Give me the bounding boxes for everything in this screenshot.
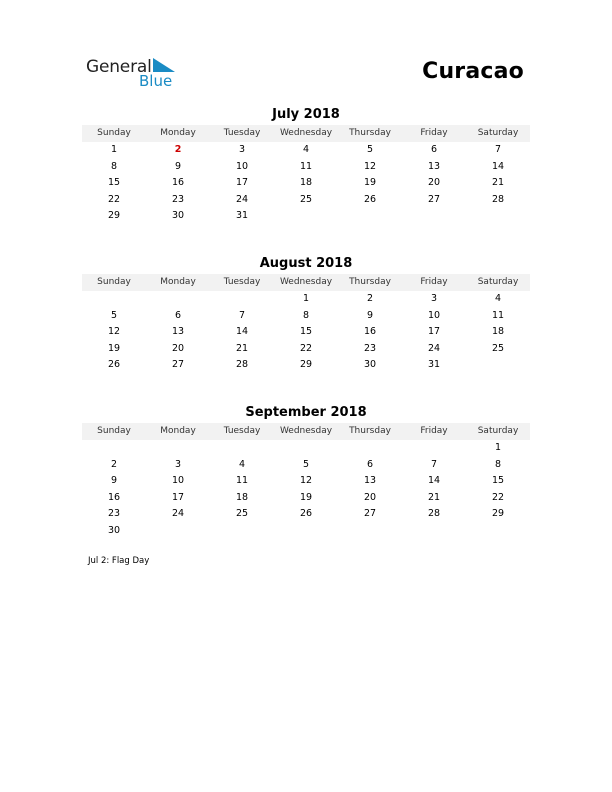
day-cell: 12 — [107, 326, 121, 338]
day-cell — [274, 440, 338, 457]
weekday-label: Thursday — [349, 128, 391, 138]
day-cell: 14 — [491, 160, 505, 172]
weekday-label: Wednesday — [279, 128, 333, 138]
day-cell — [210, 291, 274, 308]
day-cell — [274, 523, 338, 540]
day-cell — [402, 523, 466, 540]
month-calendar-july — [82, 106, 530, 225]
day-cell — [146, 523, 210, 540]
day-cell: 24 — [171, 508, 185, 520]
day-cell: 3 — [174, 458, 182, 470]
day-cell: 14 — [235, 326, 249, 338]
weekday-label: Thursday — [349, 277, 391, 287]
day-cell — [210, 523, 274, 540]
day-cell: 17 — [235, 177, 249, 189]
week-row — [82, 142, 530, 159]
day-cell — [82, 440, 146, 457]
day-cell: 24 — [235, 193, 249, 205]
day-cell: 8 — [494, 458, 502, 470]
weekday-label: Saturday — [477, 426, 519, 436]
day-cell: 5 — [302, 458, 310, 470]
day-cell: 4 — [494, 293, 502, 304]
weekday-label: Thursday — [349, 426, 391, 436]
day-cell: 29 — [491, 508, 505, 520]
week-row — [82, 291, 530, 308]
day-cell: 11 — [235, 475, 249, 487]
month-calendar-august — [82, 255, 530, 374]
day-cell: 30 — [171, 210, 185, 222]
day-cell: 25 — [491, 342, 505, 354]
day-cell: 19 — [107, 342, 121, 354]
day-cell — [338, 440, 402, 457]
weekday-header-row — [82, 423, 530, 440]
day-cell: 29 — [107, 210, 121, 222]
day-cell: 22 — [491, 491, 505, 503]
day-cell: 23 — [107, 508, 121, 520]
day-cell — [274, 208, 338, 225]
holiday-notes — [88, 556, 149, 566]
day-cell: 10 — [171, 475, 185, 487]
weekday-label: Monday — [160, 426, 196, 436]
logo-word-general: General — [86, 57, 152, 77]
day-cell — [466, 357, 530, 374]
day-cell: 15 — [107, 177, 121, 189]
weekday-label: Tuesday — [223, 128, 261, 138]
day-cell: 31 — [235, 210, 249, 222]
week-row — [82, 440, 530, 457]
weekday-label: Sunday — [97, 128, 131, 138]
week-row — [82, 159, 530, 176]
week-row — [82, 473, 530, 490]
country-title: Curacao — [422, 59, 524, 84]
day-cell: 2 — [174, 144, 182, 155]
week-row — [82, 175, 530, 192]
weekday-header-row — [82, 274, 530, 291]
weekday-label: Wednesday — [279, 277, 333, 287]
day-cell — [402, 208, 466, 225]
day-cell: 22 — [107, 193, 121, 205]
logo-word-blue: Blue — [139, 72, 173, 90]
week-row — [82, 506, 530, 523]
holiday-note: Jul 2: Flag Day — [88, 556, 150, 566]
day-cell: 20 — [171, 342, 185, 354]
day-cell: 5 — [110, 309, 118, 321]
day-cell: 19 — [363, 177, 377, 189]
day-cell: 5 — [366, 144, 374, 155]
month-title: July 2018 — [272, 107, 340, 122]
weekday-label: Saturday — [477, 277, 519, 287]
month-calendar-september — [82, 404, 530, 540]
day-cell: 12 — [363, 160, 377, 172]
day-cell: 19 — [299, 491, 313, 503]
day-cell: 13 — [427, 160, 441, 172]
day-cell: 10 — [235, 160, 249, 172]
day-cell: 23 — [171, 193, 185, 205]
day-cell: 24 — [427, 342, 441, 354]
day-cell: 13 — [363, 475, 377, 487]
day-cell: 23 — [363, 342, 377, 354]
day-cell: 10 — [427, 309, 441, 321]
day-cell: 26 — [299, 508, 313, 520]
day-cell: 15 — [299, 326, 313, 338]
day-cell: 14 — [427, 475, 441, 487]
day-cell: 4 — [302, 144, 310, 155]
day-cell: 7 — [494, 144, 502, 155]
generalblue-logo — [86, 54, 186, 94]
day-cell: 9 — [366, 309, 374, 321]
day-cell: 26 — [363, 193, 377, 205]
weekday-label: Friday — [420, 426, 448, 436]
day-cell: 1 — [110, 144, 118, 155]
day-cell: 4 — [238, 458, 246, 470]
day-cell: 28 — [427, 508, 441, 520]
week-row — [82, 324, 530, 341]
day-cell: 17 — [427, 326, 441, 338]
weekday-label: Monday — [160, 277, 196, 287]
weekday-label: Tuesday — [223, 426, 261, 436]
day-cell — [466, 523, 530, 540]
day-cell — [466, 208, 530, 225]
day-cell — [338, 523, 402, 540]
weekday-label: Tuesday — [223, 277, 261, 287]
weekday-label: Friday — [420, 277, 448, 287]
day-cell: 12 — [299, 475, 313, 487]
day-cell: 18 — [299, 177, 313, 189]
day-cell: 7 — [238, 309, 246, 321]
day-cell: 1 — [494, 442, 502, 453]
day-cell: 6 — [174, 309, 182, 321]
day-cell: 16 — [107, 491, 121, 503]
week-row — [82, 308, 530, 325]
day-cell: 26 — [107, 359, 121, 371]
day-cell: 13 — [171, 326, 185, 338]
day-cell: 17 — [171, 491, 185, 503]
day-cell: 27 — [427, 193, 441, 205]
day-cell: 15 — [491, 475, 505, 487]
week-row — [82, 457, 530, 474]
day-cell: 27 — [171, 359, 185, 371]
weekday-label: Sunday — [97, 277, 131, 287]
day-cell: 27 — [363, 508, 377, 520]
week-row — [82, 341, 530, 358]
day-cell: 18 — [491, 326, 505, 338]
weekday-label: Friday — [420, 128, 448, 138]
day-cell: 30 — [363, 359, 377, 371]
day-cell: 8 — [110, 160, 118, 172]
day-cell: 20 — [363, 491, 377, 503]
day-cell: 25 — [235, 508, 249, 520]
day-cell: 16 — [363, 326, 377, 338]
week-row — [82, 523, 530, 540]
weekday-label: Sunday — [97, 426, 131, 436]
day-cell: 31 — [427, 359, 441, 371]
weekday-label: Monday — [160, 128, 196, 138]
day-cell: 18 — [235, 491, 249, 503]
day-cell — [82, 291, 146, 308]
week-row — [82, 357, 530, 374]
week-row — [82, 490, 530, 507]
day-cell: 6 — [366, 458, 374, 470]
day-cell — [146, 291, 210, 308]
day-cell: 28 — [235, 359, 249, 371]
day-cell: 21 — [235, 342, 249, 354]
day-cell: 7 — [430, 458, 438, 470]
day-cell: 11 — [299, 160, 313, 172]
day-cell: 6 — [430, 144, 438, 155]
day-cell: 21 — [427, 491, 441, 503]
day-cell — [338, 208, 402, 225]
day-cell: 9 — [110, 475, 118, 487]
day-cell: 11 — [491, 309, 505, 321]
day-cell: 20 — [427, 177, 441, 189]
day-cell: 25 — [299, 193, 313, 205]
day-cell: 2 — [110, 458, 118, 470]
day-cell: 3 — [430, 293, 438, 304]
day-cell: 16 — [171, 177, 185, 189]
day-cell: 2 — [366, 293, 374, 304]
week-row — [82, 192, 530, 209]
weekday-label: Wednesday — [279, 426, 333, 436]
day-cell: 9 — [174, 160, 182, 172]
weekday-header-row — [82, 125, 530, 142]
day-cell: 1 — [302, 293, 310, 304]
day-cell — [402, 440, 466, 457]
day-cell: 28 — [491, 193, 505, 205]
day-cell: 3 — [238, 144, 246, 155]
day-cell: 21 — [491, 177, 505, 189]
day-cell: 22 — [299, 342, 313, 354]
day-cell: 30 — [107, 524, 121, 536]
day-cell: 8 — [302, 309, 310, 321]
weekday-label: Saturday — [477, 128, 519, 138]
day-cell — [210, 440, 274, 457]
day-cell — [146, 440, 210, 457]
week-row — [82, 208, 530, 225]
month-title: August 2018 — [259, 256, 353, 271]
day-cell: 29 — [299, 359, 313, 371]
month-title: September 2018 — [245, 405, 367, 420]
